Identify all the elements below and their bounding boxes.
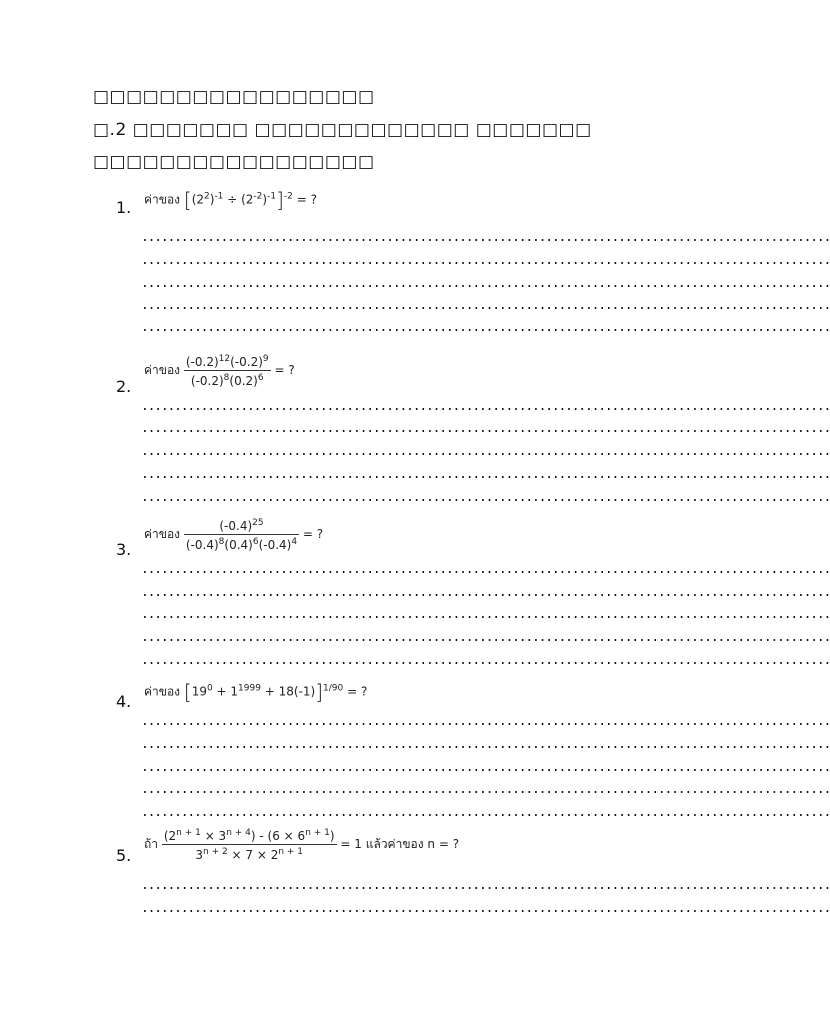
question-4-suffix: = ?: [347, 684, 368, 699]
question-3-suffix: = ?: [302, 527, 324, 541]
question-4-prefix: ค่าของ: [144, 684, 181, 699]
answer-line: ........................................................................................................: [141, 607, 830, 622]
answer-line: ........................................................................................................: [141, 444, 830, 459]
question-5-formula: ถ้า $\frac{(2^{n + 1} \times 3^{n + 4}) - (6 \times 6^{n + 1})}{3^{n + 2} \times 7 \times 2^{n + 1}}$ = 1 แล้วค่าของ n = ?: [144, 828, 460, 862]
answer-line: ........................................................................................................: [141, 901, 830, 916]
question-4-formula: ค่าของ $[19^0 + 1^{1999} + 18(-1)]^{1/90}$ = ?: [144, 680, 368, 704]
question-5-number: 5.: [116, 846, 132, 865]
question-2-number: 2.: [116, 377, 132, 396]
answer-line: ........................................................................................................: [141, 276, 830, 291]
answer-line: ........................................................................................................: [141, 230, 830, 245]
question-1-suffix: = ?: [296, 192, 317, 207]
answer-line: ........................................................................................................: [141, 630, 830, 645]
question-3-formula: ค่าของ $\frac{(-0.4)^{25}}{(-0.4)^8(0.4)^6(-0.4)^4}$ = ?: [144, 518, 324, 552]
question-3-number: 3.: [116, 540, 132, 559]
answer-line: ........................................................................................................: [141, 714, 830, 729]
answer-line: ........................................................................................................: [141, 399, 830, 414]
answer-line: ........................................................................................................: [141, 760, 830, 775]
question-3-prefix: ค่าของ: [144, 527, 181, 541]
answer-line: ........................................................................................................: [141, 490, 830, 505]
question-5-suffix: = 1 แล้วค่าของ n = ?: [340, 837, 460, 851]
question-1-number: 1.: [116, 198, 132, 217]
question-2-suffix: = ?: [274, 363, 295, 377]
answer-line: ........................................................................................................: [141, 585, 830, 600]
answer-line: ........................................................................................................: [141, 805, 830, 820]
answer-line: ........................................................................................................: [141, 421, 830, 436]
question-1-prefix: ค่าของ: [144, 192, 181, 207]
header-line-1: □□□□□□□□□□□□□□□□□: [93, 87, 375, 107]
answer-line: ........................................................................................................: [141, 562, 830, 577]
question-2-formula: ค่าของ $\frac{(-0.2)^{12}(-0.2)^9}{(-0.2)^8(0.2)^6}$ = ?: [144, 354, 295, 388]
answer-line: ........................................................................................................: [141, 467, 830, 482]
answer-line: ........................................................................................................: [141, 878, 830, 893]
question-2-prefix: ค่าของ: [144, 363, 181, 377]
answer-line: ........................................................................................................: [141, 653, 830, 668]
question-5-prefix: ถ้า: [144, 837, 159, 851]
answer-line: ........................................................................................................: [141, 253, 830, 268]
answer-line: ........................................................................................................: [141, 737, 830, 752]
header-line-2: □.2 □□□□□□□ □□□□□□□□□□□□□ □□□□□□□: [93, 120, 592, 140]
answer-line: ........................................................................................................: [141, 782, 830, 797]
question-1-formula: ค่าของ $[(2^2)^{-1} \div (2^{-2})^{-1}]^{-2}$ = ?: [144, 188, 317, 212]
answer-line: ........................................................................................................: [141, 320, 830, 335]
answer-line: ........................................................................................................: [141, 298, 830, 313]
header-line-3: □□□□□□□□□□□□□□□□□: [93, 152, 375, 172]
question-4-number: 4.: [116, 692, 132, 711]
